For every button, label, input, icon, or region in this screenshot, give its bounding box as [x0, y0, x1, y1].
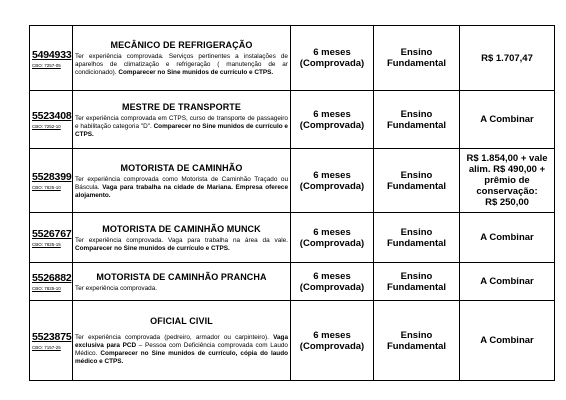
- job-description-highlight: Vaga para trabalha na cidade de Mariana. Empresa oferece alojamento.: [75, 183, 288, 199]
- job-id: 5528399: [32, 171, 72, 183]
- job-description-text: Ter experiência comprovada (pedreiro, armador ou carpinteiro).: [75, 334, 269, 341]
- cbo-code: CBO: 7825-10: [32, 286, 61, 291]
- job-title: MESTRE DE TRANSPORTE: [121, 101, 241, 112]
- job-description-highlight: Comparecer no Sine munidos de currículo e CTPS.: [118, 69, 274, 76]
- job-code-cell: [30, 26, 73, 91]
- job-id: 5523875: [32, 331, 72, 343]
- education-cell: Ensino Fundamental: [374, 149, 460, 213]
- salary-cell: [460, 149, 555, 213]
- table-row: [30, 149, 555, 213]
- job-description-highlight: Comparecer no Sine munidos de currículo e CTPS.: [75, 244, 230, 252]
- job-listing-table: [29, 25, 555, 381]
- table-row: [30, 91, 555, 149]
- job-title: MOTORISTA DE CAMINHÃO MUNCK: [102, 223, 261, 234]
- salary-line: R$ 250,00: [485, 197, 529, 208]
- job-description-text: Ter experiência comprovada. Vaga para trabalha na área da vale.: [75, 236, 288, 244]
- job-title: OFICIAL CIVIL: [150, 316, 213, 326]
- education-cell: Ensino Fundamental: [374, 213, 460, 263]
- table-row: [30, 213, 555, 263]
- cbo-code: CBO: 7252-10: [32, 124, 61, 129]
- job-id: 5526767: [32, 228, 72, 240]
- salary-line: alim. R$ 490,00 +: [468, 164, 546, 175]
- cbo-code: CBO: 7825-15: [32, 242, 61, 247]
- job-description-text: Ter experiência comprovada como Motorista de Caminhão Traçado ou Báscula.: [75, 175, 288, 191]
- table-row: [30, 263, 555, 301]
- education-cell: Ensino Fundamental: [374, 26, 460, 91]
- job-id: 5523408: [32, 110, 72, 122]
- job-description-highlight: Comparecer no Sine munidos de currículo e CTPS.: [75, 122, 288, 138]
- cbo-code: CBO: 7257-05: [32, 62, 61, 68]
- job-code-cell: [30, 213, 73, 263]
- education-cell: Ensino Fundamental: [374, 91, 460, 149]
- salary-cell: A Combinar: [460, 91, 555, 149]
- job-code-cell: [30, 301, 73, 381]
- experience-cell: 6 meses (Comprovada): [291, 213, 374, 263]
- job-id: 5494933: [32, 48, 72, 61]
- salary-cell: A Combinar: [460, 301, 555, 381]
- job-description-cell: [73, 91, 291, 149]
- job-description: [75, 115, 288, 139]
- job-description-cell: [73, 263, 291, 301]
- job-description-text: Ter experiência comprovada. Serviços pertinentes a instalações de aparelhos de climatização e refrigeração ( manutenção de ar condicionado).: [75, 53, 288, 76]
- salary-line: conservação:: [476, 186, 538, 197]
- experience-cell: 6 meses (Comprovada): [291, 301, 374, 381]
- experience-cell: 6 meses (Comprovada): [291, 26, 374, 91]
- salary-line: prêmio de: [484, 175, 530, 186]
- job-title: MOTORISTA DE CAMINHÃO: [120, 162, 243, 173]
- job-description: [75, 53, 288, 77]
- experience-cell: 6 meses (Comprovada): [291, 263, 374, 301]
- table-row: [30, 301, 555, 381]
- job-description-text: Ter experiência comprovada em CTPS, curso de transporte de passageiro e habilitação categoria "D".: [75, 114, 288, 130]
- education-cell: Ensino Fundamental: [374, 263, 460, 301]
- job-description-text: – Pessoa com Deficiência comprovada com Laudo Médico.: [75, 342, 288, 357]
- job-description-cell: [73, 301, 291, 381]
- cbo-code: CBO: 7825-10: [32, 185, 61, 190]
- job-description: [75, 334, 288, 366]
- job-description: [75, 176, 288, 200]
- job-code-cell: [30, 149, 73, 213]
- salary-cell: A Combinar: [460, 213, 555, 263]
- job-description-cell: [73, 213, 291, 263]
- job-description-highlight: Comparecer no Sine munidos de currículo, cópia do laudo médico e CTPS.: [75, 350, 288, 365]
- salary-line: R$ 1.854,00 + vale: [466, 153, 548, 164]
- job-description-highlight: Vaga exclusiva para PCD: [75, 334, 288, 349]
- job-description-cell: [73, 26, 291, 91]
- job-description: [75, 237, 288, 253]
- education-cell: Ensino Fundamental: [374, 301, 460, 381]
- job-title: MECÂNICO DE REFRIGERAÇÃO: [110, 40, 253, 50]
- job-description-cell: [73, 149, 291, 213]
- job-title: MOTORISTA DE CAMINHÃO PRANCHA: [96, 271, 267, 282]
- job-id: 5526882: [32, 272, 72, 284]
- job-description-text: Ter experiência comprovada.: [75, 284, 158, 292]
- job-code-cell: [30, 91, 73, 149]
- job-description: [75, 285, 288, 293]
- experience-cell: 6 meses (Comprovada): [291, 91, 374, 149]
- salary-cell: A Combinar: [460, 263, 555, 301]
- job-code-cell: [30, 263, 73, 301]
- experience-cell: 6 meses (Comprovada): [291, 149, 374, 213]
- table-row: [30, 26, 555, 91]
- cbo-code: CBO: 7157-25: [32, 345, 61, 350]
- salary-cell: R$ 1.707,47: [460, 26, 555, 91]
